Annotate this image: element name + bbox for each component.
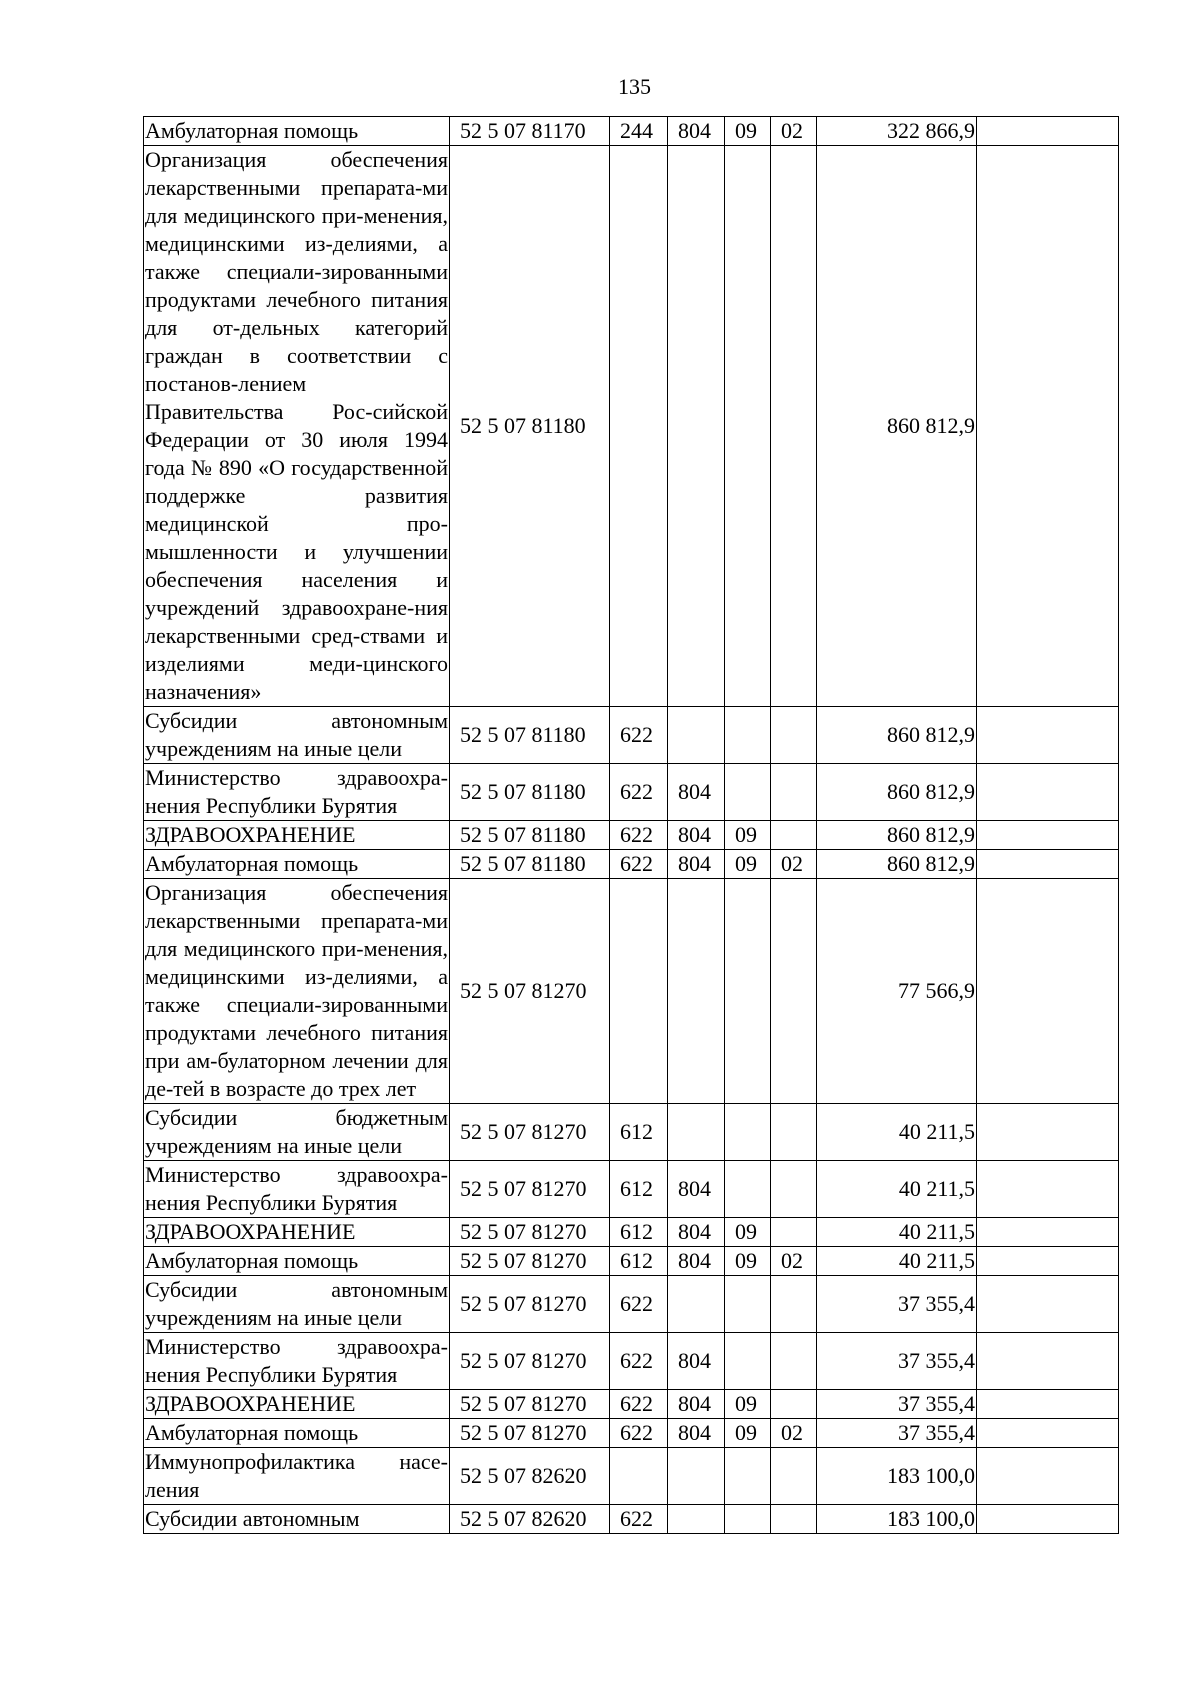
row-extra-cell [977, 1104, 1119, 1161]
table-row [144, 821, 1119, 850]
row-section-cell [725, 1276, 771, 1333]
table-row [144, 146, 1119, 707]
row-administrator-cell [668, 1505, 725, 1534]
row-expense-type-cell: 622 [610, 707, 668, 764]
row-amount-cell: 40 211,5 [817, 1161, 977, 1218]
row-subsection-cell [771, 1161, 817, 1218]
row-name-cell: Амбулаторная помощь [144, 117, 450, 146]
row-subsection-cell [771, 1505, 817, 1534]
row-code-cell: 52 5 07 81270 [450, 1104, 610, 1161]
row-subsection-cell [771, 879, 817, 1104]
table-row [144, 764, 1119, 821]
row-amount-cell: 37 355,4 [817, 1333, 977, 1390]
row-administrator-cell: 804 [668, 1419, 725, 1448]
row-section-cell: 09 [725, 821, 771, 850]
table-row [144, 1218, 1119, 1247]
row-name-cell: Организация обеспечения лекарственными препарата-ми для медицинского при-менения, медицинскими из-делиями, а также специали-зированными продуктами лечебного питания при ам-булаторном лечении для де-тей в возрасте до трех лет [144, 879, 450, 1104]
row-amount-cell: 860 812,9 [817, 707, 977, 764]
row-extra-cell [977, 1333, 1119, 1390]
row-extra-cell [977, 850, 1119, 879]
row-amount-cell: 860 812,9 [817, 850, 977, 879]
row-administrator-cell [668, 879, 725, 1104]
row-expense-type-cell: 612 [610, 1104, 668, 1161]
row-amount-cell: 183 100,0 [817, 1505, 977, 1534]
row-administrator-cell: 804 [668, 1247, 725, 1276]
row-section-cell: 09 [725, 1247, 771, 1276]
row-amount-cell: 77 566,9 [817, 879, 977, 1104]
row-section-cell: 09 [725, 1419, 771, 1448]
row-administrator-cell [668, 1276, 725, 1333]
row-subsection-cell: 02 [771, 1419, 817, 1448]
row-code-cell: 52 5 07 81270 [450, 879, 610, 1104]
row-name-cell: ЗДРАВООХРАНЕНИЕ [144, 821, 450, 850]
row-subsection-cell [771, 146, 817, 707]
row-amount-cell: 860 812,9 [817, 764, 977, 821]
row-expense-type-cell: 622 [610, 1390, 668, 1419]
row-section-cell [725, 1104, 771, 1161]
row-amount-cell: 322 866,9 [817, 117, 977, 146]
row-administrator-cell: 804 [668, 117, 725, 146]
row-section-cell [725, 707, 771, 764]
row-administrator-cell [668, 1104, 725, 1161]
row-extra-cell [977, 1390, 1119, 1419]
row-code-cell: 52 5 07 81270 [450, 1218, 610, 1247]
row-subsection-cell [771, 1276, 817, 1333]
table-row [144, 1505, 1119, 1534]
row-expense-type-cell: 622 [610, 1333, 668, 1390]
row-administrator-cell [668, 707, 725, 764]
row-section-cell [725, 146, 771, 707]
row-administrator-cell: 804 [668, 821, 725, 850]
row-section-cell [725, 879, 771, 1104]
table-row [144, 1161, 1119, 1218]
row-expense-type-cell: 622 [610, 1276, 668, 1333]
row-amount-cell: 183 100,0 [817, 1448, 977, 1505]
row-name-cell: Иммунопрофилактика насе-ления [144, 1448, 450, 1505]
row-expense-type-cell: 622 [610, 850, 668, 879]
row-expense-type-cell [610, 879, 668, 1104]
row-code-cell: 52 5 07 82620 [450, 1505, 610, 1534]
row-code-cell: 52 5 07 81180 [450, 764, 610, 821]
row-amount-cell: 40 211,5 [817, 1247, 977, 1276]
page-number: 135 [618, 74, 651, 99]
row-subsection-cell [771, 1104, 817, 1161]
row-expense-type-cell [610, 1448, 668, 1505]
row-name-cell: Субсидии автономным учреждениям на иные цели [144, 1276, 450, 1333]
row-administrator-cell: 804 [668, 1333, 725, 1390]
row-expense-type-cell: 622 [610, 1419, 668, 1448]
row-code-cell: 52 5 07 81180 [450, 146, 610, 707]
row-name-cell: ЗДРАВООХРАНЕНИЕ [144, 1218, 450, 1247]
row-subsection-cell [771, 1333, 817, 1390]
table-row [144, 1276, 1119, 1333]
row-amount-cell: 37 355,4 [817, 1276, 977, 1333]
row-section-cell [725, 1161, 771, 1218]
row-administrator-cell: 804 [668, 764, 725, 821]
row-administrator-cell: 804 [668, 1161, 725, 1218]
row-subsection-cell [771, 1390, 817, 1419]
row-name-cell: Субсидии автономным учреждениям на иные цели [144, 707, 450, 764]
table-row [144, 1333, 1119, 1390]
row-subsection-cell [771, 707, 817, 764]
row-administrator-cell: 804 [668, 850, 725, 879]
table-row [144, 707, 1119, 764]
row-amount-cell: 860 812,9 [817, 821, 977, 850]
row-amount-cell: 40 211,5 [817, 1104, 977, 1161]
row-name-cell: Министерство здравоохра-нения Республики Бурятия [144, 764, 450, 821]
table-row [144, 879, 1119, 1104]
row-extra-cell [977, 117, 1119, 146]
row-subsection-cell [771, 821, 817, 850]
table-body [144, 117, 1119, 1534]
row-expense-type-cell: 622 [610, 821, 668, 850]
row-subsection-cell: 02 [771, 850, 817, 879]
row-name-cell: ЗДРАВООХРАНЕНИЕ [144, 1390, 450, 1419]
row-amount-cell: 40 211,5 [817, 1218, 977, 1247]
row-subsection-cell [771, 1448, 817, 1505]
row-section-cell [725, 1333, 771, 1390]
table-row [144, 1390, 1119, 1419]
row-extra-cell [977, 1505, 1119, 1534]
row-administrator-cell [668, 146, 725, 707]
row-code-cell: 52 5 07 81270 [450, 1161, 610, 1218]
row-amount-cell: 37 355,4 [817, 1419, 977, 1448]
row-expense-type-cell: 612 [610, 1161, 668, 1218]
row-extra-cell [977, 1419, 1119, 1448]
row-extra-cell [977, 1218, 1119, 1247]
row-extra-cell [977, 707, 1119, 764]
row-administrator-cell: 804 [668, 1390, 725, 1419]
row-code-cell: 52 5 07 81270 [450, 1247, 610, 1276]
row-administrator-cell [668, 1448, 725, 1505]
row-code-cell: 52 5 07 81180 [450, 850, 610, 879]
table-row [144, 1448, 1119, 1505]
row-subsection-cell [771, 1218, 817, 1247]
row-subsection-cell: 02 [771, 117, 817, 146]
row-section-cell: 09 [725, 117, 771, 146]
row-section-cell [725, 1505, 771, 1534]
row-name-cell: Амбулаторная помощь [144, 1419, 450, 1448]
row-name-cell: Субсидии автономным [144, 1505, 450, 1534]
table-row [144, 1419, 1119, 1448]
row-administrator-cell: 804 [668, 1218, 725, 1247]
row-section-cell [725, 764, 771, 821]
row-section-cell [725, 1448, 771, 1505]
table-row [144, 1247, 1119, 1276]
row-subsection-cell [771, 764, 817, 821]
row-expense-type-cell: 244 [610, 117, 668, 146]
row-code-cell: 52 5 07 81270 [450, 1419, 610, 1448]
row-name-cell: Амбулаторная помощь [144, 1247, 450, 1276]
row-code-cell: 52 5 07 81180 [450, 707, 610, 764]
row-expense-type-cell: 612 [610, 1218, 668, 1247]
row-code-cell: 52 5 07 81180 [450, 821, 610, 850]
row-expense-type-cell: 612 [610, 1247, 668, 1276]
table-row [144, 117, 1119, 146]
row-expense-type-cell: 622 [610, 764, 668, 821]
row-extra-cell [977, 1161, 1119, 1218]
table-row [144, 1104, 1119, 1161]
row-code-cell: 52 5 07 81270 [450, 1333, 610, 1390]
row-section-cell: 09 [725, 1390, 771, 1419]
row-expense-type-cell [610, 146, 668, 707]
row-name-cell: Субсидии бюджетным учреждениям на иные цели [144, 1104, 450, 1161]
row-subsection-cell: 02 [771, 1247, 817, 1276]
row-code-cell: 52 5 07 81170 [450, 117, 610, 146]
row-extra-cell [977, 879, 1119, 1104]
row-extra-cell [977, 821, 1119, 850]
row-name-cell: Организация обеспечения лекарственными препарата-ми для медицинского при-менения, медицинскими из-делиями, а также специали-зированными продуктами лечебного питания для от-дельных категорий граждан в соответствии с постанов-лением Правительства Рос-сийской Федерации от 30 июля 1994 года № 890 «О государственной поддержке развития медицинской про-мышленности и улучшении обеспечения населения и учреждений здравоохране-ния лекарственными сред-ствами и изделиями меди-цинского назначения» [144, 146, 450, 707]
row-expense-type-cell: 622 [610, 1505, 668, 1534]
row-name-cell: Министерство здравоохра-нения Республики Бурятия [144, 1161, 450, 1218]
row-code-cell: 52 5 07 81270 [450, 1390, 610, 1419]
row-code-cell: 52 5 07 82620 [450, 1448, 610, 1505]
row-extra-cell [977, 146, 1119, 707]
row-section-cell: 09 [725, 850, 771, 879]
table-row [144, 850, 1119, 879]
row-extra-cell [977, 1247, 1119, 1276]
budget-table [143, 116, 1119, 1534]
row-code-cell: 52 5 07 81270 [450, 1276, 610, 1333]
row-amount-cell: 37 355,4 [817, 1390, 977, 1419]
row-extra-cell [977, 764, 1119, 821]
row-name-cell: Амбулаторная помощь [144, 850, 450, 879]
row-section-cell: 09 [725, 1218, 771, 1247]
row-extra-cell [977, 1276, 1119, 1333]
row-extra-cell [977, 1448, 1119, 1505]
row-amount-cell: 860 812,9 [817, 146, 977, 707]
row-name-cell: Министерство здравоохра-нения Республики Бурятия [144, 1333, 450, 1390]
